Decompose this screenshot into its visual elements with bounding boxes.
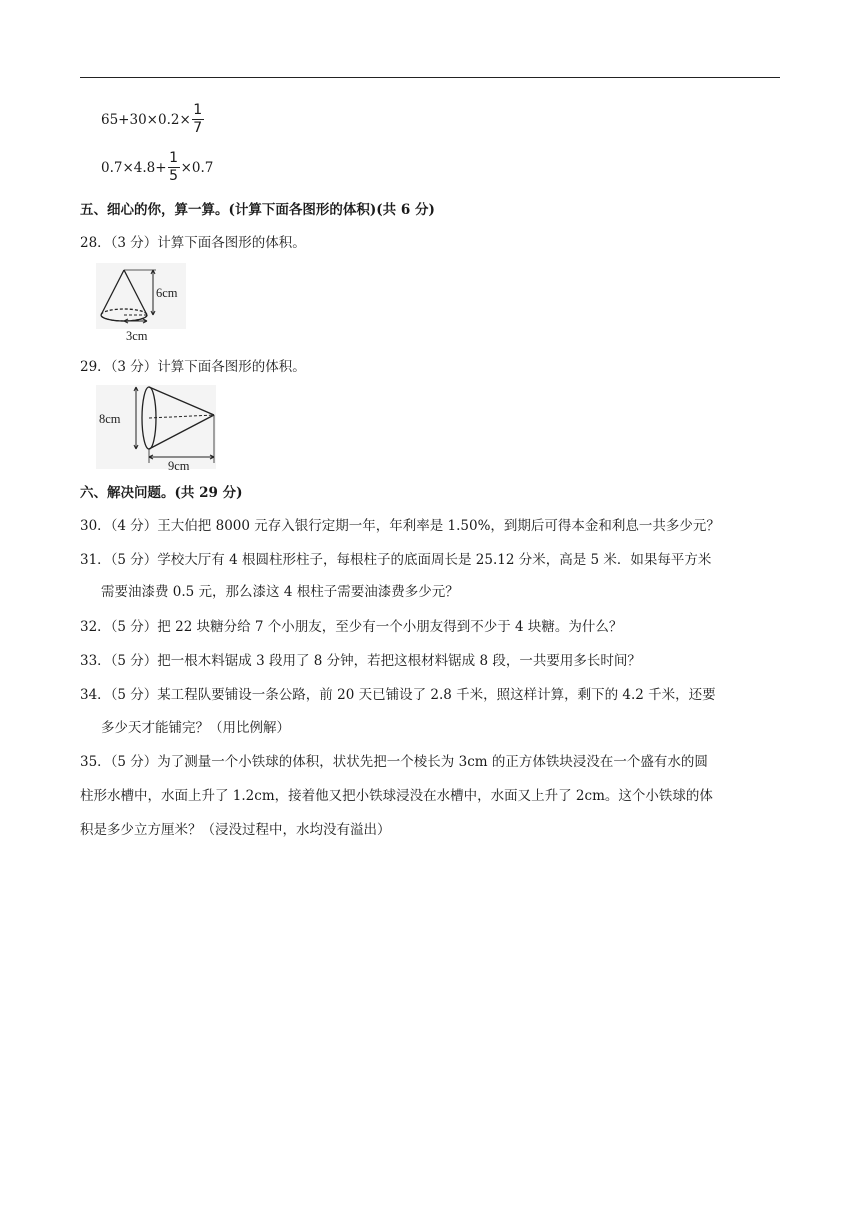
question-31-line-1: 31．（5 分）学校大厅有 4 根圆柱形柱子，每根柱子的底面周长是 25.12 分米，高是 5 米．如果每平方米 [80, 552, 712, 568]
question-35-line-1: 35．（5 分）为了测量一个小铁球的体积，状状先把一个棱长为 3cm 的正方体铁块浸没在一个盛有水的圆 [80, 754, 708, 770]
question-29: 29．（3 分）计算下面各图形的体积。 [80, 359, 306, 375]
header-rule [80, 77, 780, 78]
question-33: 33．（5 分）把一根木料锯成 3 段用了 8 分钟，若把这根材料锯成 8 段，一共要用多长时间？ [80, 653, 641, 669]
expression-1-lead: 65+30×0.2× [101, 111, 191, 128]
question-34-line-1: 34．（5 分）某工程队要铺设一条公路，前 20 天已铺设了 2.8 千米，照这样计算，剩下的 4.2 千米，还要 [80, 687, 716, 703]
section-6-title: 六、解决问题。(共 29 分) [80, 485, 243, 501]
section-5-title: 五、细心的你，算一算。(计算下面各图形的体积)(共 6 分) [80, 202, 435, 218]
fraction-denominator: 5 [169, 168, 179, 184]
cone-figure-sideways [96, 385, 220, 473]
question-35-line-2: 柱形水槽中，水面上升了 1.2cm，接着他又把小铁球浸没在水槽中，水面又上升了 2cm。这个小铁球的体 [80, 788, 713, 804]
question-35-line-3: 积是多少立方厘米？（浸没过程中，水均没有溢出） [80, 822, 391, 838]
fraction-denominator: 7 [193, 120, 203, 136]
fraction-1-7 [192, 103, 204, 136]
cone-height-label-2: 9cm [168, 459, 190, 473]
question-32: 32．（5 分）把 22 块糖分给 7 个小朋友，至少有一个小朋友得到不少于 4 块糖。为什么？ [80, 619, 623, 635]
question-30: 30．（4 分）王大伯把 8000 元存入银行定期一年，年利率是 1.50%，到期后可得本金和利息一共多少元？ [80, 518, 720, 534]
cone-height-label: 6cm [156, 286, 178, 300]
fraction-numerator: 1 [169, 150, 179, 166]
expression-2 [101, 151, 213, 184]
question-28: 28．（3 分）计算下面各图形的体积。 [80, 235, 306, 251]
cone-radius-label: 3cm [126, 329, 148, 343]
expression-1 [101, 103, 205, 136]
question-34-line-2: 多少天才能铺完？（用比例解） [101, 720, 290, 736]
cone-diameter-label: 8cm [99, 412, 121, 426]
cone-figure-upright [96, 263, 192, 345]
expression-2-tail: ×0.7 [180, 159, 214, 176]
question-31-line-2: 需要油漆费 0.5 元，那么漆这 4 根柱子需要油漆费多少元？ [101, 584, 459, 600]
expression-2-lead: 0.7×4.8+ [101, 159, 167, 176]
fraction-numerator: 1 [193, 102, 203, 118]
fraction-1-5 [168, 151, 180, 184]
